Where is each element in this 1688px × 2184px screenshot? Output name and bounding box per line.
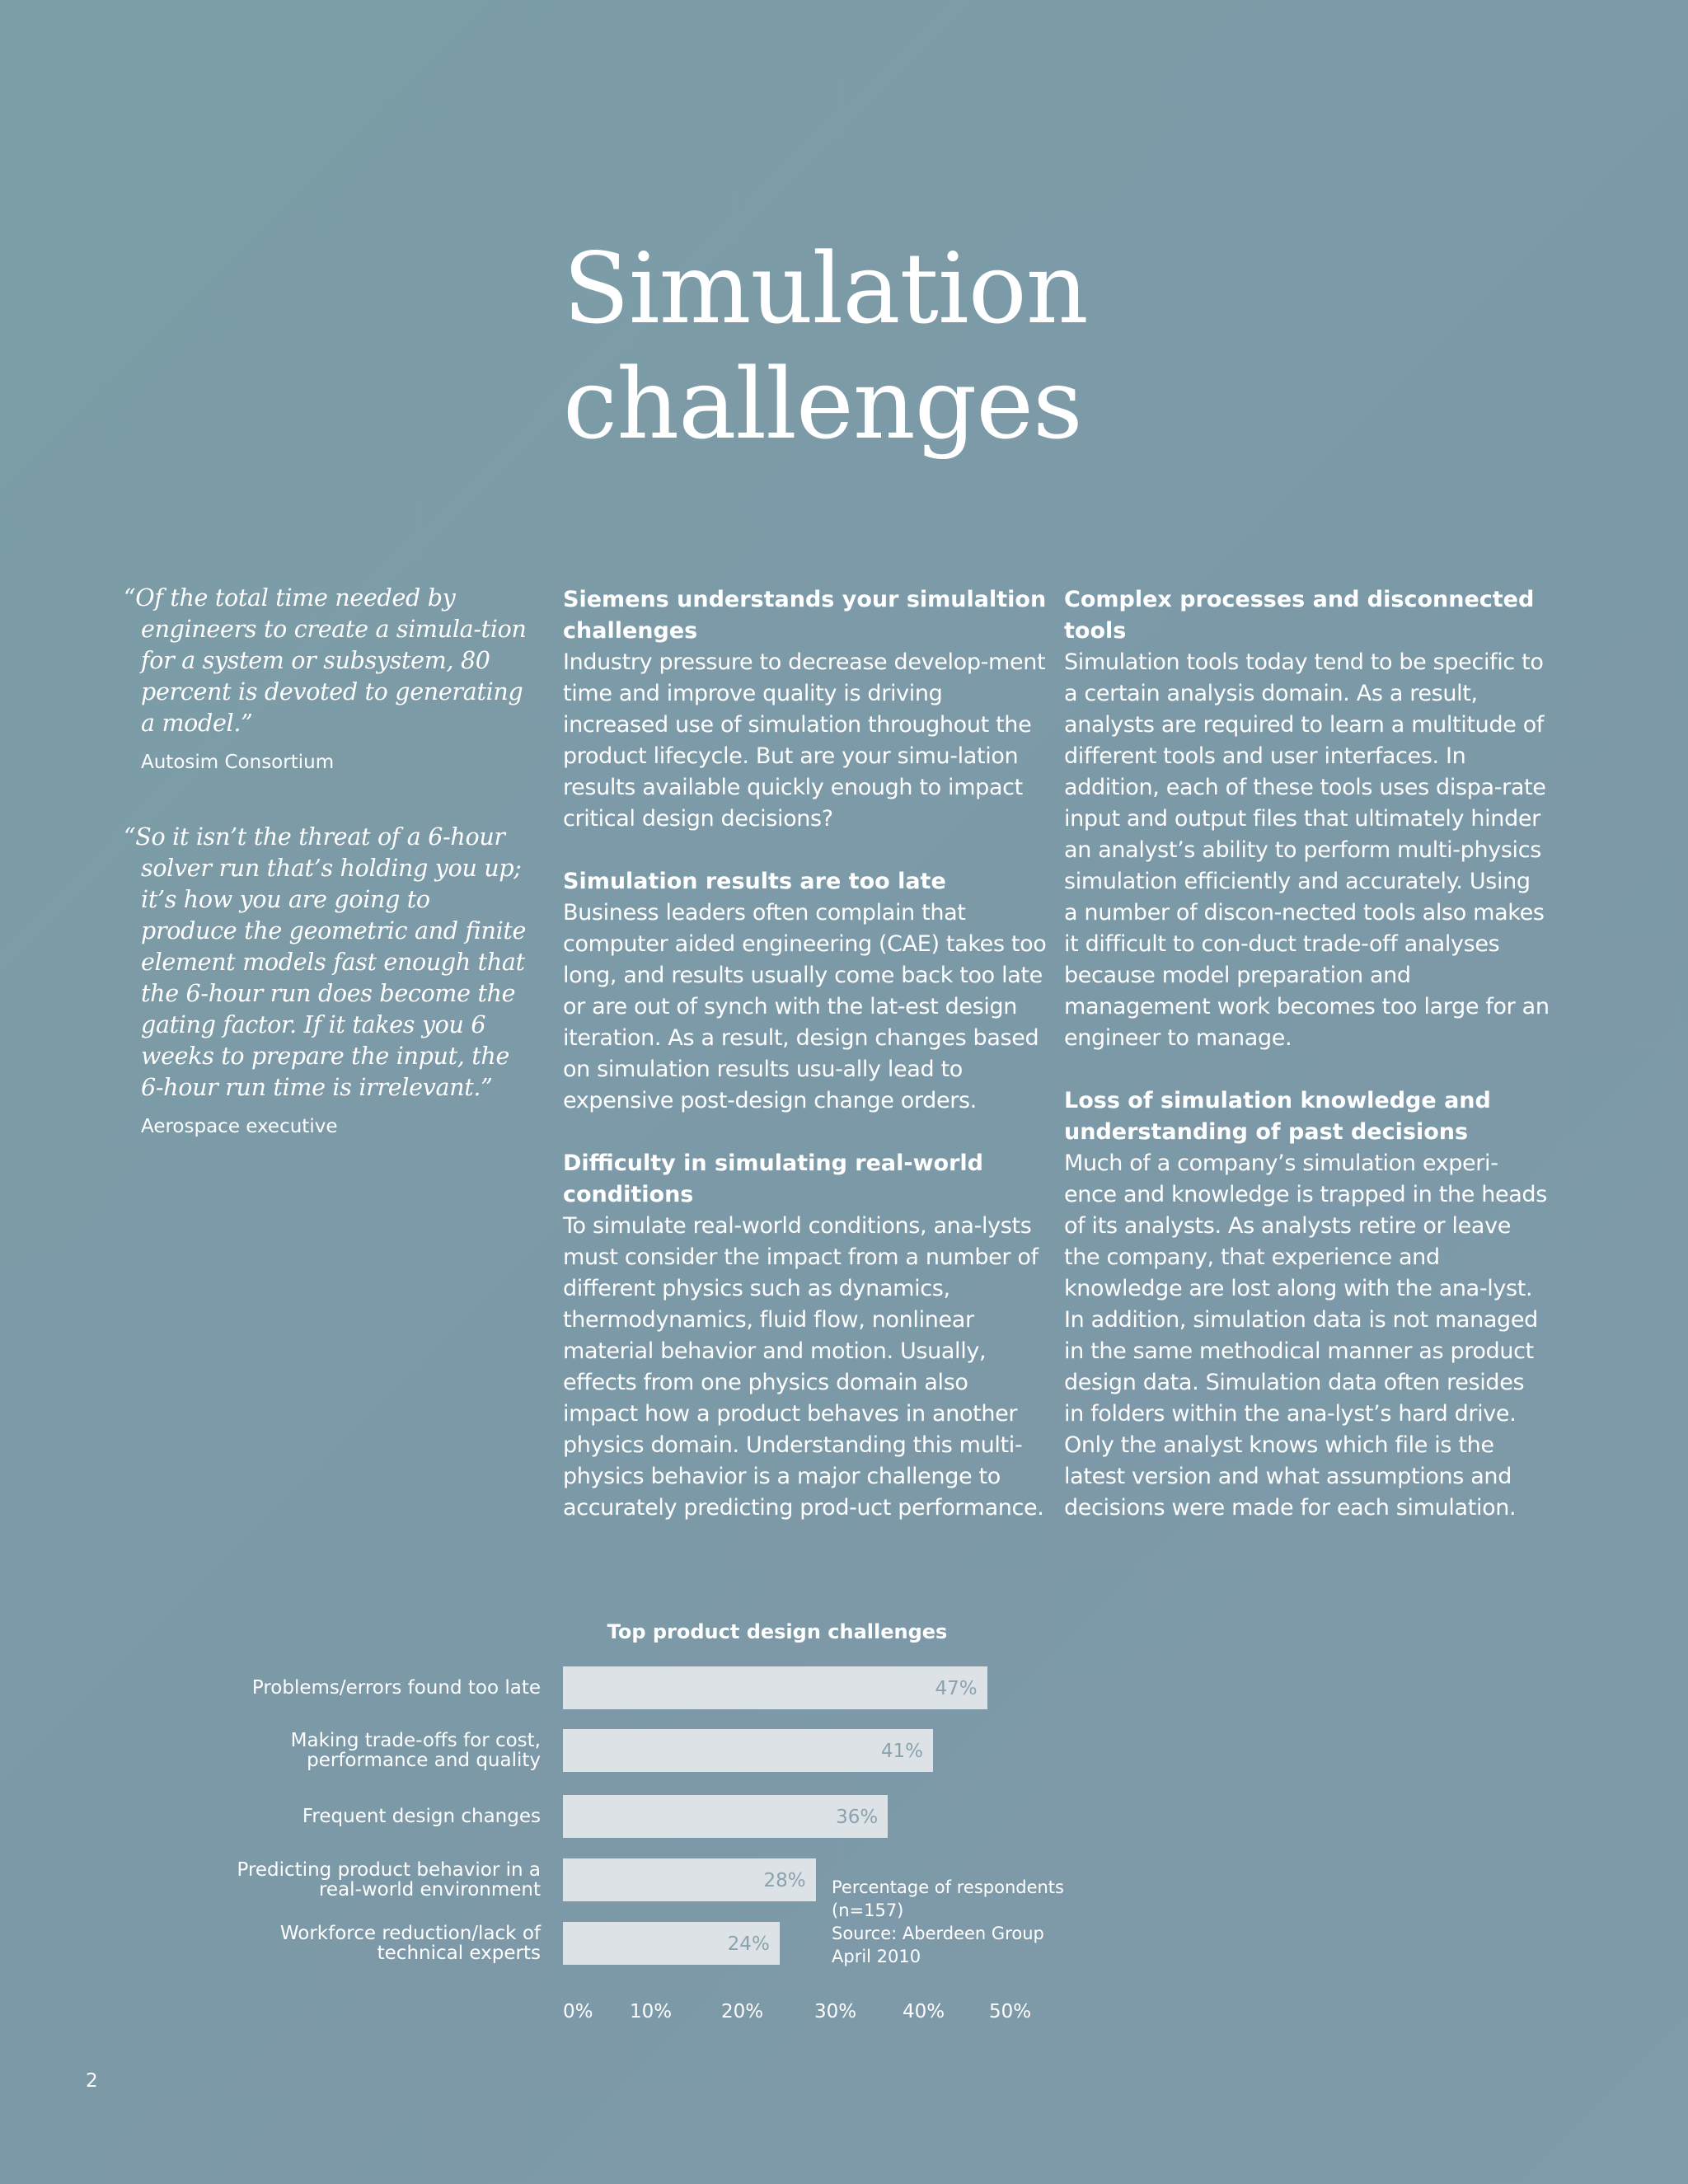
chart-x-tick-label: 50% [989,2001,1032,2022]
section-knowledge-loss [1064,1085,1550,1524]
section-body: To simulate real-world conditions, ana-lysts must consider the impact from a number of different physics such as dynamics, thermodynamics, fluid flow, nonlinear material behavior and motion. Usually, effects from one physics domain also impact how a product behaves in another physics domain. Understanding this multi-physics behavior is a major challenge to accurately predicting prod-uct performance. [563,1213,1044,1521]
section-heading: Simulation results are too late [563,869,946,894]
chart-bar [563,1922,780,1965]
chart-note-line: (n=157) [832,1900,904,1920]
chart-bar-value-label: 24% [727,1933,770,1955]
quote-2-text: “So it isn’t the threat of a 6-hour solver run that’s holding you up; it’s how you are going to produce the geometric and finite element models fast enough that the 6-hour run does become the gating factor. If it takes you 6 weeks to prepare the input, the 6-hour run time is irrelevant.” [124,823,527,1101]
page-title-line-1: Simulation [563,232,1088,345]
section-real-world [563,1148,1049,1524]
section-too-late [563,866,1049,1117]
chart-x-tick-label: 10% [630,2001,673,2022]
chart-bar [563,1729,933,1772]
page-title [563,231,1305,462]
section-heading: Siemens understands your simulaltion challenges [563,587,1047,644]
quote-1-text: “Of the total time needed by engineers to create a simula-tion for a system or subsystem, 80 percent is devoted to generating a model.” [124,584,527,737]
section-body: Much of a company’s simulation experi-ence and knowledge is trapped in the heads of its analysts. As analysts retire or leave the company, that experience and knowledge are lost along with the ana-lyst. In addition, simulation data is not managed in the same methodical manner as product design data. Simulation data often resides in folders within the ana-lyst’s hard drive. Only the analyst knows which file is the latest version and what assumptions and decisions were made for each simulation. [1064,1151,1547,1521]
chart-bar [563,1666,987,1709]
section-body: Business leaders often complain that computer aided engineering (CAE) takes too long, and results usually come back too late or are out of synch with the lat-est design iteration. As a result, design changes based on simulation results usu-ally lead to expensive post-design change orders. [563,900,1047,1113]
chart-bar-value-label: 47% [935,1678,978,1699]
middle-column [563,584,1049,1555]
chart-bar-value-label: 36% [836,1807,879,1828]
chart-category-label: Workforce reduction/lack of technical experts [279,1923,541,1964]
chart-category-label: Predicting product behavior in a real-world environment [237,1859,541,1900]
right-column [1064,584,1550,1555]
section-body: Simulation tools today tend to be specific to a certain analysis domain. As a result, analysts are required to learn a multitude of different tools and user interfaces. In addition, each of these tools uses dispa-rate input and output files that ultimately hinder an analyst’s ability to perform multi-physics simulation efficiently and accurately. Using a number of discon-nected tools also makes it difficult to con-duct trade-off analyses because model preparation and management work becomes too large for an engineer to manage. [1064,649,1550,1051]
chart-bar [563,1795,888,1838]
section-heading: Difficulty in simulating real-world conditions [563,1151,984,1207]
chart-note [832,1876,1079,1968]
chart-x-tick-label: 30% [814,2001,857,2022]
chart-bar-value-label: 28% [763,1870,806,1891]
section-complex-processes [1064,584,1550,1054]
quote-2-source: Aerospace executive [141,1116,338,1137]
section-understands [563,584,1049,835]
quotes-column [124,583,528,1140]
section-heading: Loss of simulation knowledge and understanding of past decisions [1064,1088,1491,1145]
chart-category-label: Making trade-offs for cost, performance and quality [290,1730,541,1771]
quote-1-source: Autosim Consortium [141,752,335,773]
chart-bar-value-label: 41% [880,1741,923,1762]
chart-x-tick-label: 20% [721,2001,764,2022]
chart-note-line: Percentage of respondents [832,1877,1064,1897]
chart-note-line: April 2010 [832,1947,921,1966]
section-heading: Complex processes and disconnected tools [1064,587,1535,644]
chart-title: Top product design challenges [607,1620,948,1643]
chart-category-label: Problems/errors found too late [251,1677,541,1699]
chart-x-tick-label: 40% [903,2001,945,2022]
chart-x-tick-label: 0% [563,2001,593,2022]
section-body: Industry pressure to decrease develop-ment time and improve quality is driving increased use of simulation throughout the product lifecycle. But are your simu-lation results available quickly enough to impact critical design decisions? [563,649,1046,832]
chart-bar [563,1858,816,1901]
chart-category-label: Frequent design changes [302,1806,541,1827]
chart-note-line: Source: Aberdeen Group [832,1924,1044,1943]
page-title-line-2: challenges [563,347,1082,461]
page-number: 2 [86,2070,98,2092]
